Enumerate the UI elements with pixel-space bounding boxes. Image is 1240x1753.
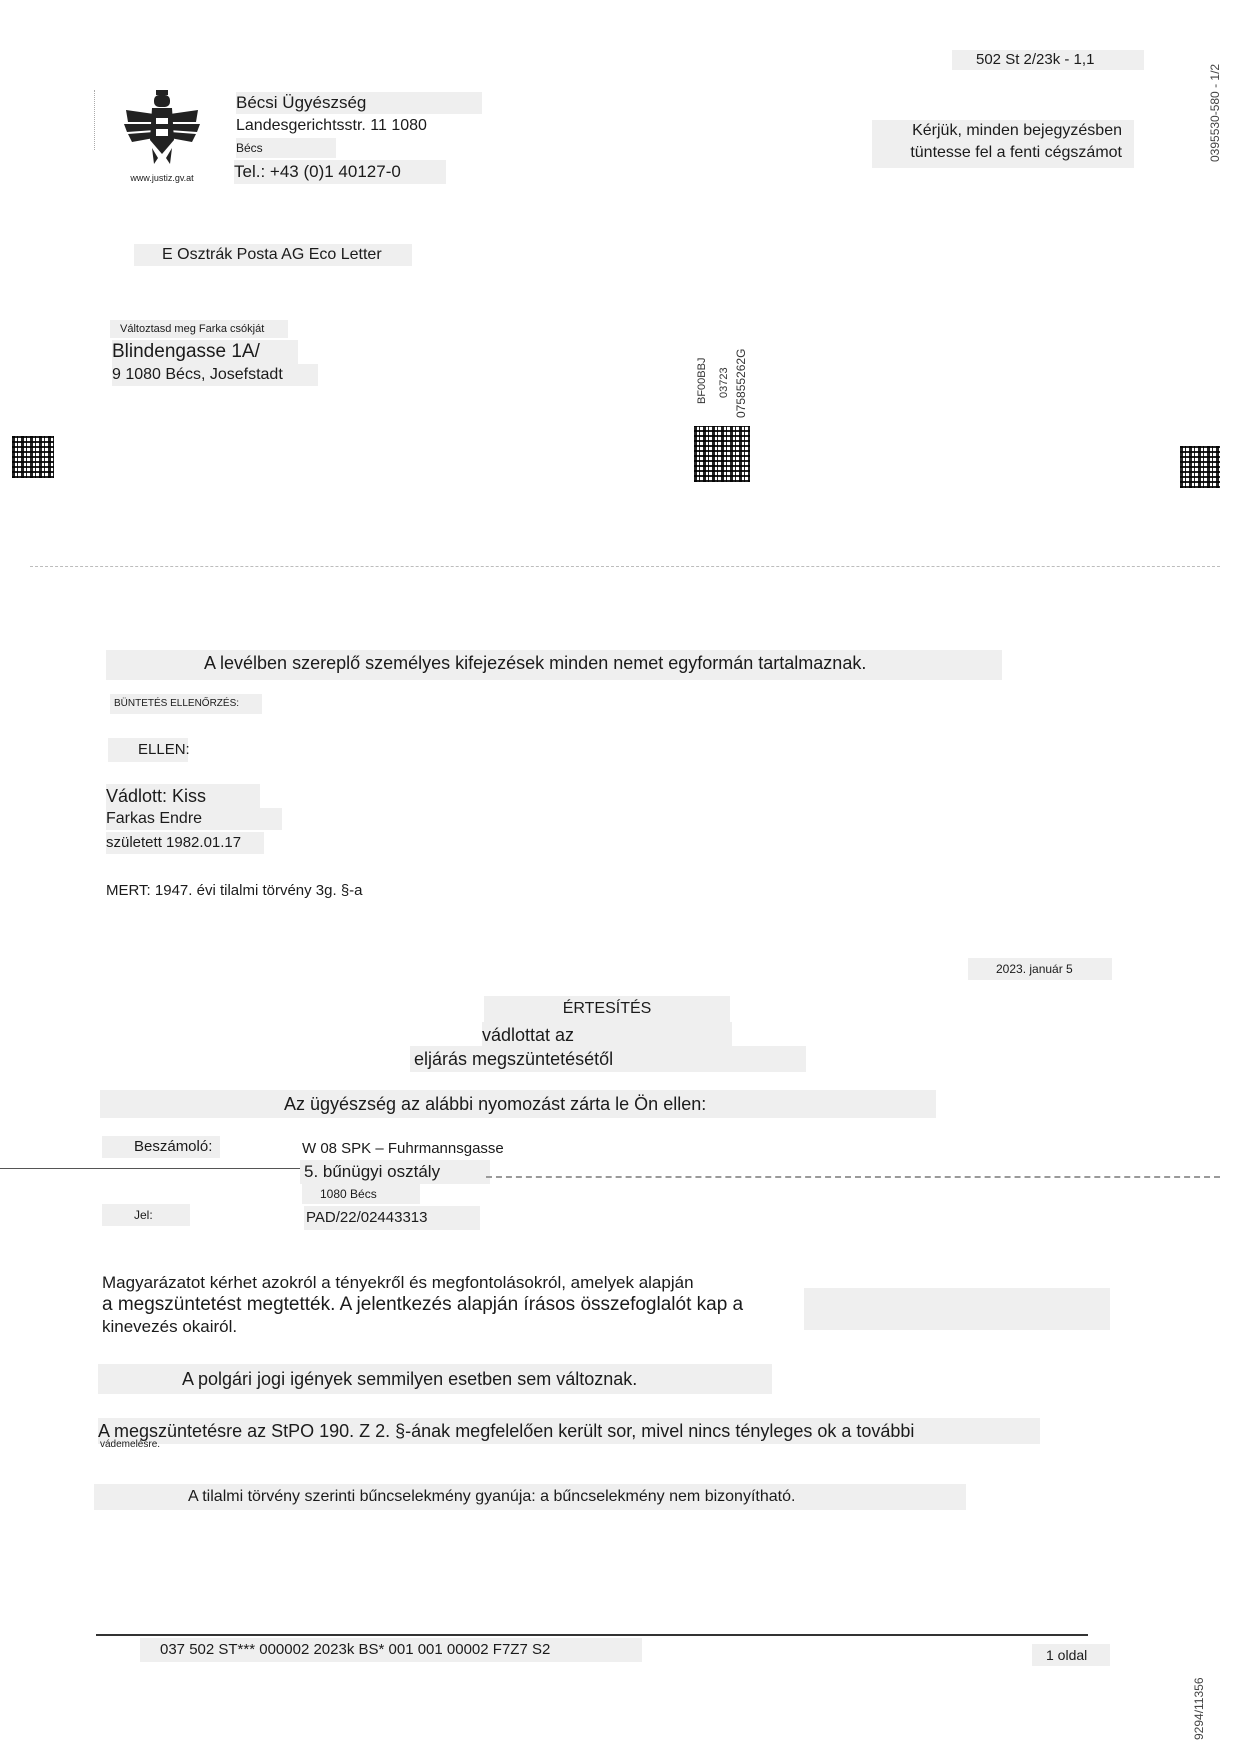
suspicion: A tilalmi törvény szerinti bűncselekmény gyanúja: a bűncselekmény nem bizonyítható.: [94, 1484, 966, 1510]
recipient-note: Változtasd meg Farka csókját: [110, 320, 288, 338]
report-label: Beszámoló:: [102, 1136, 220, 1158]
page-number: 1 oldal: [1032, 1644, 1110, 1666]
reference-notice-line2: tüntesse fel a fenti cégszámot: [910, 144, 1122, 161]
office-phone: Tel.: +43 (0)1 40127-0: [234, 160, 446, 184]
office-name: Bécsi Ügyészség: [236, 92, 482, 114]
reference-notice: [872, 120, 1134, 168]
investigation-closed: Az ügyészség az alábbi nyomozást zárta le Ön ellen:: [100, 1090, 936, 1118]
explanation: [102, 1272, 802, 1338]
tracking-code-1: BF00BBJ: [696, 357, 708, 404]
intro-note: A levélben szereplő személyes kifejezések minden nemet egyformán tartalmaznak.: [106, 650, 1002, 680]
case-number: 502 St 2/23k - 1,1: [952, 50, 1144, 70]
side-reference-top: 0395530-580 - 1/2: [1208, 63, 1222, 162]
explanation-line1: Magyarázatot kérhet azokról a tényekről és megfontolásokról, amelyek alapján: [102, 1273, 694, 1292]
fold-mark-left: [0, 1168, 300, 1169]
sign-value: PAD/22/02443313: [304, 1206, 480, 1230]
report-line1: W 08 SPK – Fuhrmannsgasse: [302, 1140, 504, 1157]
tracking-code-3: 075855262G: [734, 348, 748, 418]
coat-of-arms-logo: [118, 88, 206, 183]
defendant-name-line1: Vádlott: Kiss: [106, 784, 260, 808]
explanation-line3: kinevezés okairól.: [102, 1317, 238, 1336]
termination-line2: vádemelésre.: [100, 1439, 161, 1450]
footer-code: 037 502 ST*** 000002 2023k BS* 001 001 00002 F7Z7 S2: [140, 1638, 642, 1662]
notice-date: 2023. január 5: [968, 958, 1112, 980]
eagle-icon: [118, 88, 206, 166]
footer-rule: [96, 1634, 1088, 1636]
office-address: Landesgerichtsstr. 11 1080: [236, 117, 427, 134]
datamatrix-code-left: [12, 436, 54, 478]
postal-service: E Osztrák Posta AG Eco Letter: [134, 244, 412, 266]
sign-label: Jel:: [102, 1204, 190, 1226]
qr-code-center: [694, 426, 750, 482]
civil-claims: A polgári jogi igények semmilyen esetben sem változnak.: [98, 1364, 772, 1394]
logo-url: www.justiz.gv.at: [130, 173, 194, 183]
against-label: ELLEN:: [108, 738, 188, 762]
redaction-block: [804, 1288, 1110, 1330]
defendant-born: született 1982.01.17: [106, 832, 264, 854]
tracking-code-2: 03723: [718, 367, 730, 398]
recipient-street: Blindengasse 1A/: [112, 340, 298, 364]
report-line3: 1080 Bécs: [302, 1184, 420, 1204]
case-type: BÜNTETÉS ELLENŐRZÉS:: [110, 694, 262, 714]
office-city: Bécs: [236, 138, 336, 158]
notice-title-line1: ÉRTESÍTÉS: [484, 996, 730, 1022]
explanation-line2: a megszüntetést megtették. A jelentkezés alapján írásos összefoglalót kap a: [102, 1294, 744, 1315]
notice-title-line2: vádlottat az: [482, 1022, 732, 1048]
report-line2: 5. bűnügyi osztály: [300, 1160, 490, 1184]
termination-line1: A megszüntetésre az StPO 190. Z 2. §-ának megfelelően került sor, mivel nincs tényleges ok a további: [98, 1418, 1040, 1444]
recipient-city: 9 1080 Bécs, Josefstadt: [112, 364, 318, 386]
fold-line: [30, 566, 1220, 567]
logo-dots: [94, 90, 103, 150]
reason: MERT: 1947. évi tilalmi törvény 3g. §-a: [106, 882, 363, 899]
notice-title-line3: eljárás megszüntetésétől: [410, 1046, 806, 1072]
fold-mark-right: [486, 1176, 1220, 1178]
defendant-name-line2: Farkas Endre: [106, 808, 282, 830]
datamatrix-code-right: [1180, 446, 1220, 488]
side-reference-bottom: 9294/11356: [1192, 1677, 1206, 1740]
reference-notice-line1: Kérjük, minden bejegyzésben: [912, 122, 1122, 139]
